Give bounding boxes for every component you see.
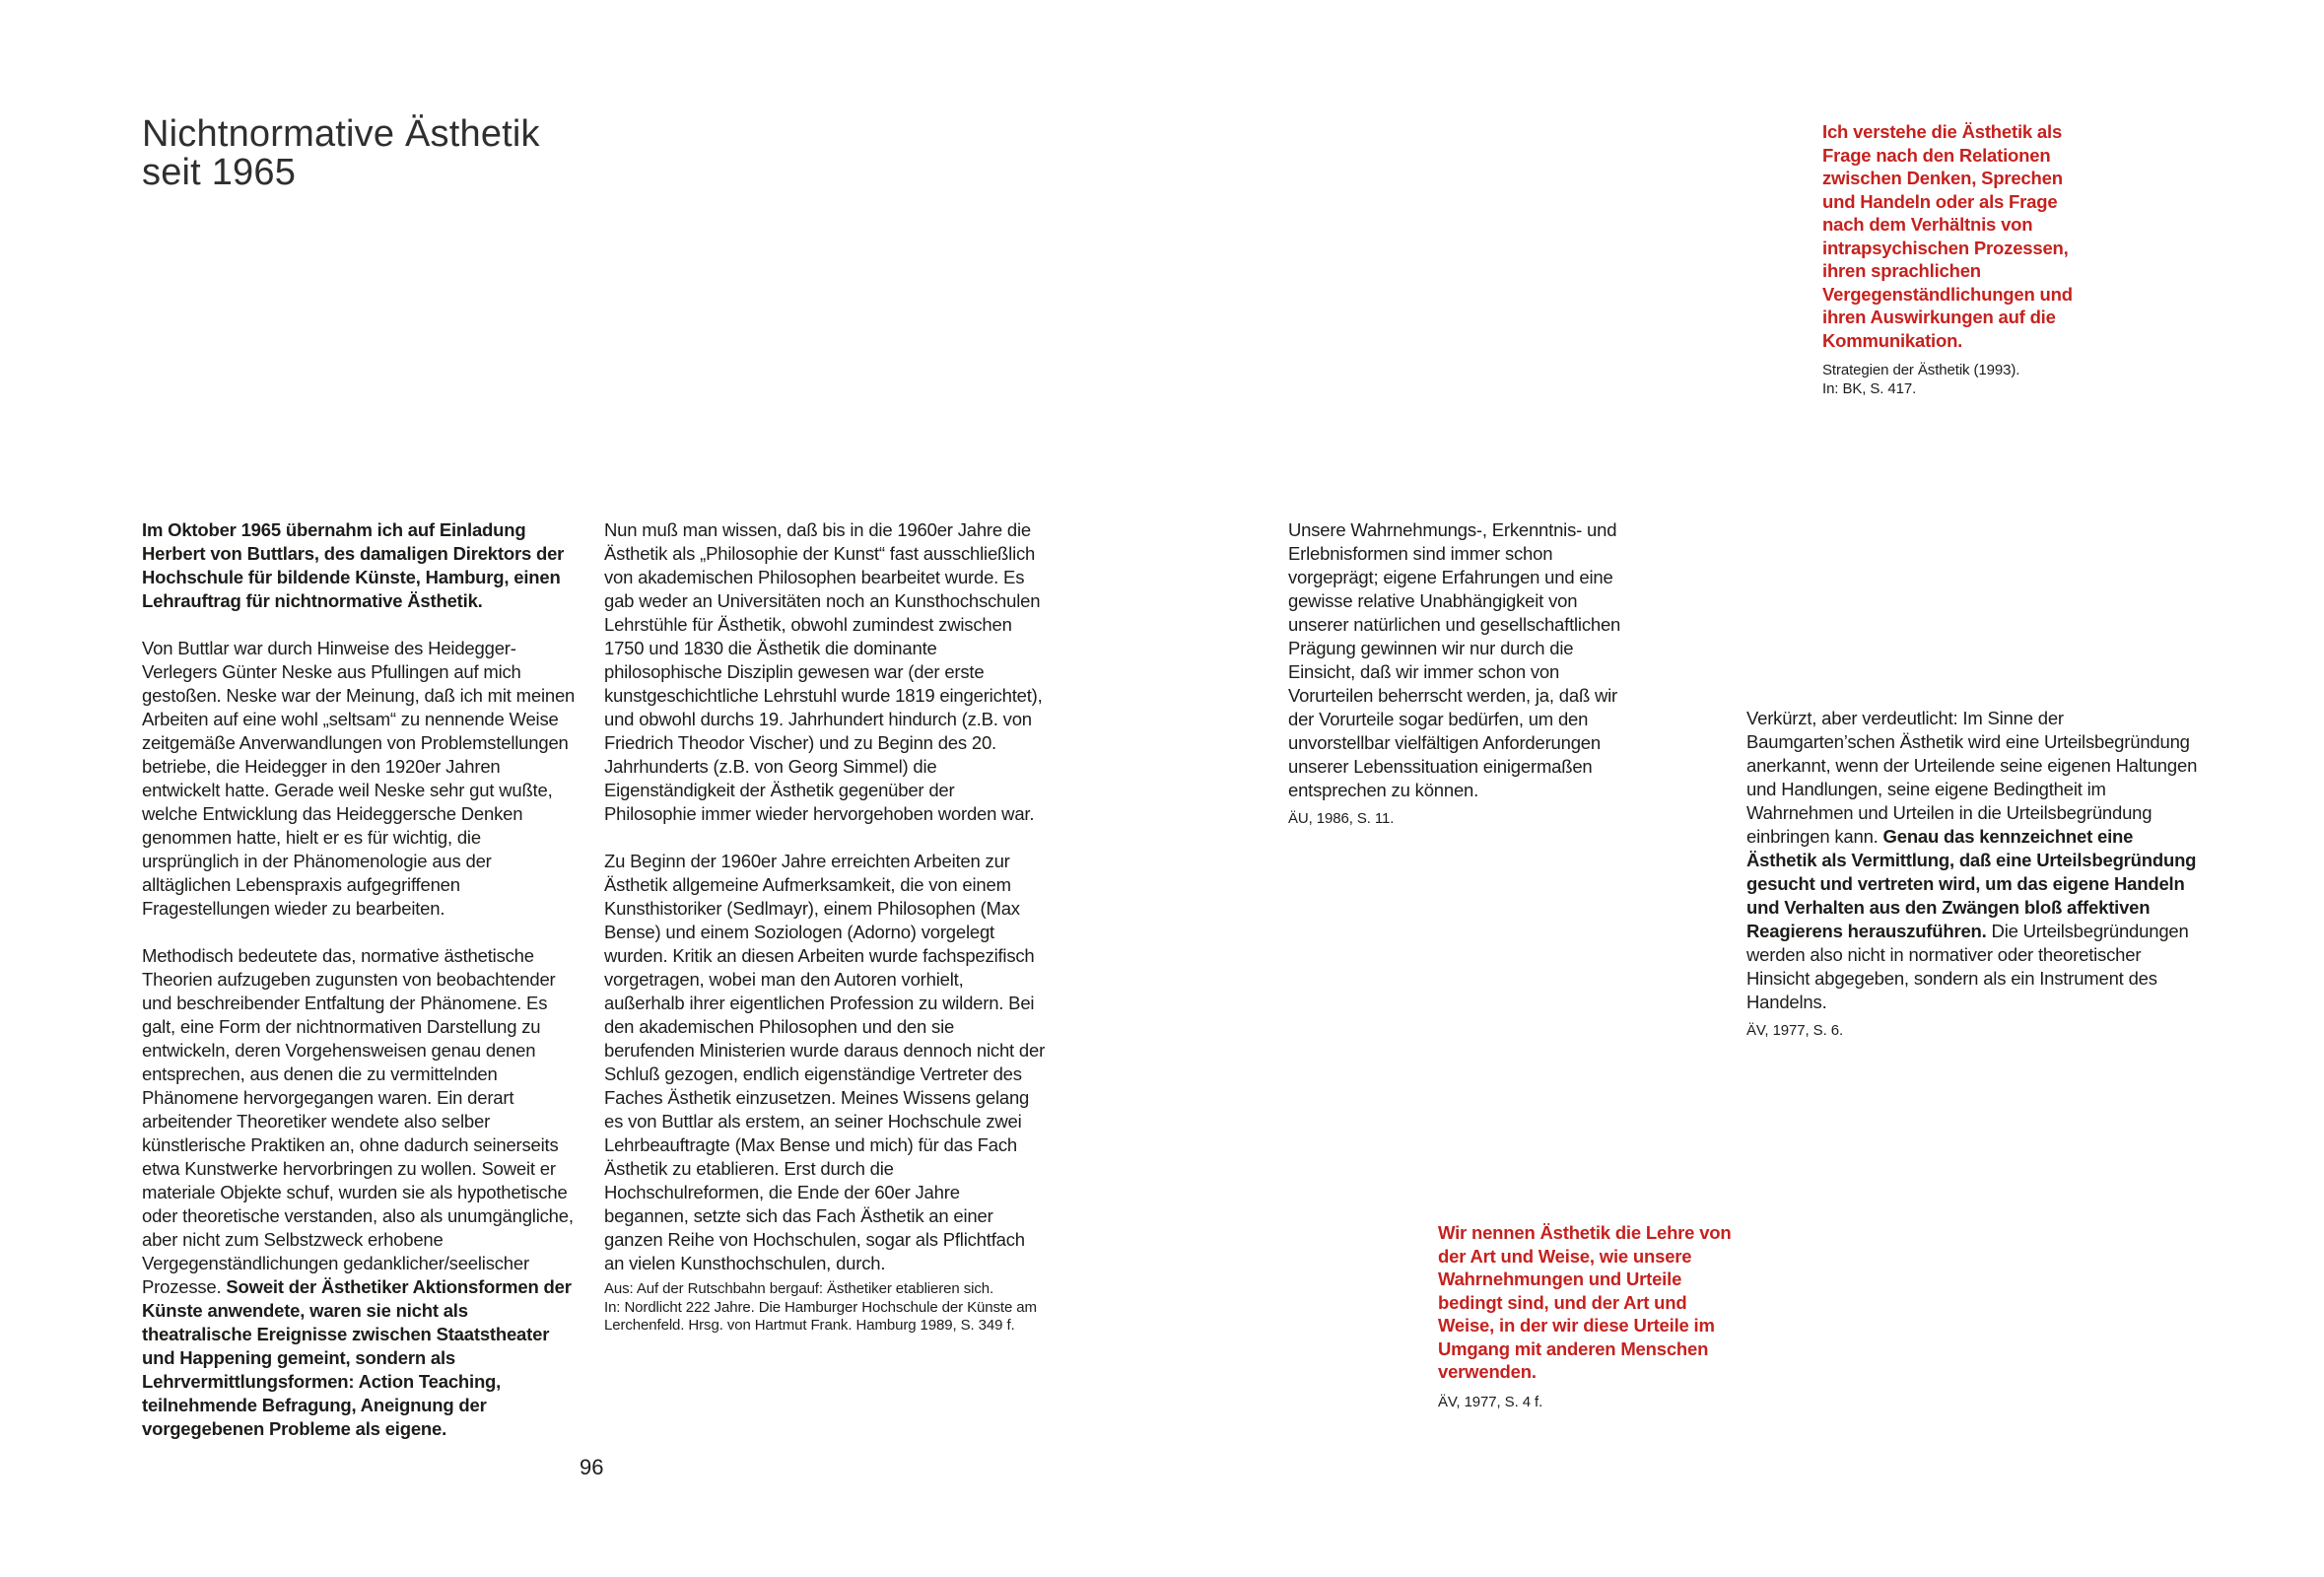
pull-quote-bottom-text: Wir nennen Ästhetik die Lehre von der Art und Weise, wie unsere Wahrnehmungen und Urteile bedingt sind, und der Art und Weise, in der wir diese Urteile im Umgang mit anderen Menschen verwenden. bbox=[1438, 1222, 1732, 1382]
pull-quote-bottom bbox=[1438, 1221, 1736, 1411]
page-title bbox=[142, 115, 540, 192]
pull-quote-top-text: Ich verstehe die Ästhetik als Frage nach den Relationen zwischen Denken, Sprechen und Handeln oder als Frage nach dem Verhältnis von intrapsychischen Prozessen, ihren sprachlichen Vergegenständlichungen und ihren Auswirkungen auf die Kommunikation. bbox=[1822, 121, 2073, 351]
left-page-column-2 bbox=[604, 518, 1048, 1336]
pull-quote-top bbox=[1822, 120, 2086, 398]
paragraph: Von Buttlar war durch Hinweise des Heidegger-Verlegers Günter Neske aus Pfullingen auf mich gestoßen. Neske war der Meinung, daß ich mit meinen Arbeiten auf eine wohl „seltsam“ zu nennende Weise zeitgemäße Anverwandlungen von Problemstellungen betriebe, die Heidegger in den 1920er Jahren entwickelt hatte. Gerade weil Neske sehr gut wußte, welche Entwicklung das Heideggersche Denken genommen hatte, hielt er es für wichtig, die ursprünglich in der Phänomenologie aus der alltäglichen Lebenspraxis aufgegriffenen Fragestellungen wieder zu bearbeiten. bbox=[142, 638, 576, 919]
pull-quote-bottom-source: ÄV, 1977, S. 4 f. bbox=[1438, 1393, 1543, 1410]
page-title-line-1: Nichtnormative Ästhetik bbox=[142, 113, 540, 155]
source-line: Strategien der Ästhetik (1993). bbox=[1822, 362, 2020, 378]
column4-source-note: ÄV, 1977, S. 6. bbox=[1746, 1022, 1844, 1039]
source-line: In: BK, S. 417. bbox=[1822, 379, 1917, 397]
pull-quote-top-source bbox=[1822, 362, 2086, 398]
source-line: Lerchenfeld. Hrsg. von Hartmut Frank. Hamburg 1989, S. 349 f. bbox=[604, 1317, 1015, 1334]
source-line: Aus: Auf der Rutschbahn bergauf: Ästhetiker etablieren sich. bbox=[604, 1280, 994, 1297]
source-line: In: Nordlicht 222 Jahre. Die Hamburger Hochschule der Künste am bbox=[604, 1298, 1037, 1316]
page-title-line-2: seit 1965 bbox=[142, 152, 297, 193]
right-page-column-2 bbox=[1746, 707, 2208, 1041]
paragraph: Zu Beginn der 1960er Jahre erreichten Arbeiten zur Ästhetik allgemeine Aufmerksamkeit, die von einem Kunsthistoriker (Sedlmayr), einem Philosophen (Max Bense) und einem Soziologen (Adorno) vorgelegt wurden. Kritik an diesen Arbeiten wurde fachspezifisch vorgetragen, wobei man den Autoren vorhielt, außerhalb ihrer eigentlichen Profession zu wildern. Bei den akademischen Philosophen und den sie berufenden Ministerien wurde daraus dennoch nicht der Schluß gezogen, endlich eigenständige Vertreter des Faches Ästhetik einzusetzen. Meines Wissens gelang es von Buttlar als erstem, an seiner Hochschule zwei Lehrbeauftragte (Max Bense und mich) für das Fach Ästhetik zu etablieren. Erst durch die Hochschulreformen, die Ende der 60er Jahre begannen, setzte sich das Fach Ästhetik an einer ganzen Reihe von Hochschulen, sogar als Pflichtfach an vielen Kunsthochschulen, durch. bbox=[604, 851, 1046, 1273]
column2-source-note bbox=[604, 1280, 1048, 1336]
paragraph: Unsere Wahrnehmungs-, Erkenntnis- und Erlebnisformen sind immer schon vorgeprägt; eigene Erfahrungen und eine gewisse relative Unabhängigkeit von unserer natürlichen und gesellschaftlichen Prägung gewinnen wir nur durch die Einsicht, daß wir immer schon von Vorurteilen beherrscht werden, ja, daß wir der Vorurteile sogar bedürfen, um den unvorstellbar vielfältigen Anforderungen unserer Lebenssituation einigermaßen entsprechen zu können. bbox=[1288, 519, 1621, 800]
column3-source-note: ÄU, 1986, S. 11. bbox=[1288, 810, 1395, 827]
paragraph-intro: Im Oktober 1965 übernahm ich auf Einladung Herbert von Buttlars, des damaligen Direktors der Hochschule für bildende Künste, Hamburg, einen Lehrauftrag für nichtnormative Ästhetik. bbox=[142, 519, 565, 611]
paragraph: Nun muß man wissen, daß bis in die 1960er Jahre die Ästhetik als „Philosophie der Kunst“ fast ausschließlich von akademischen Philosophen bearbeitet wurde. Es gab weder an Universitäten noch an Kunsthochschulen Lehrstühle für Ästhetik, obwohl zumindest zwischen 1750 und 1830 die Ästhetik die dominante philosophische Disziplin gewesen war (der erste kunstgeschichtliche Lehrstuhl wurde 1819 eingerichtet), und obwohl durchs 19. Jahrhundert hindurch (z.B. von Friedrich Theodor Vischer) und zu Beginn des 20. Jahrhunderts (z.B. von Georg Simmel) die Eigenständigkeit der Ästhetik gegenüber der Philosophie immer wieder hervorgehoben worden war. bbox=[604, 519, 1043, 824]
paragraph: Verkürzt, aber verdeutlicht: Im Sinne der Baumgarten’schen Ästhetik wird eine Urteilsbegründung anerkannt, wenn der Urteilende seine eigenen Haltungen und Handlungen, seine eigene Bedingtheit im Wahrnehmen und Urteilen in die Urteilsbegründung einbringen kann. Genau das kennzeichnet eine Ästhetik als Vermittlung, daß eine Urteilsbegründung gesucht und vertreten wird, um das eigene Handeln und Verhalten aus den Zwängen bloß affektiven Reagierens herauszuführen. Die Urteilsbegründungen werden also nicht in normativer oder theoretischer Hinsicht abgegeben, sondern als ein Instrument des Handelns. bbox=[1746, 708, 2198, 1012]
left-page-column-1 bbox=[142, 518, 582, 1441]
paragraph: Methodisch bedeutete das, normative ästhetische Theorien aufzugeben zugunsten von beobachtender und beschreibender Entfaltung der Phänomene. Es galt, eine Form der nichtnormativen Darstellung zu entwickeln, deren Vorgehensweisen genau denen entsprechen, aus denen die zu vermittelnden Phänomene hervorgegangen waren. Ein derart arbeitender Theoretiker wendete also selber künstlerische Praktiken an, ohne dadurch seinerseits etwa Kunstwerke hervorbringen zu wollen. Soweit er materiale Objekte schuf, wurden sie als hypothetische oder theoretische verstanden, also als unumgängliche, aber nicht zum Selbstzweck erhobene Vergegenständlichungen gedanklicher/seelischer Prozesse. Soweit der Ästhetiker Aktionsformen der Künste anwendete, waren sie nicht als theatralische Ereignisse zwischen Staatstheater und Happening gemeint, sondern als Lehrvermittlungsformen: Action Teaching, teilnehmende Befragung, Aneignung der vorgegebenen Probleme als eigene. bbox=[142, 945, 574, 1439]
page-number: 96 bbox=[580, 1455, 604, 1479]
right-page-column-1 bbox=[1288, 518, 1635, 829]
